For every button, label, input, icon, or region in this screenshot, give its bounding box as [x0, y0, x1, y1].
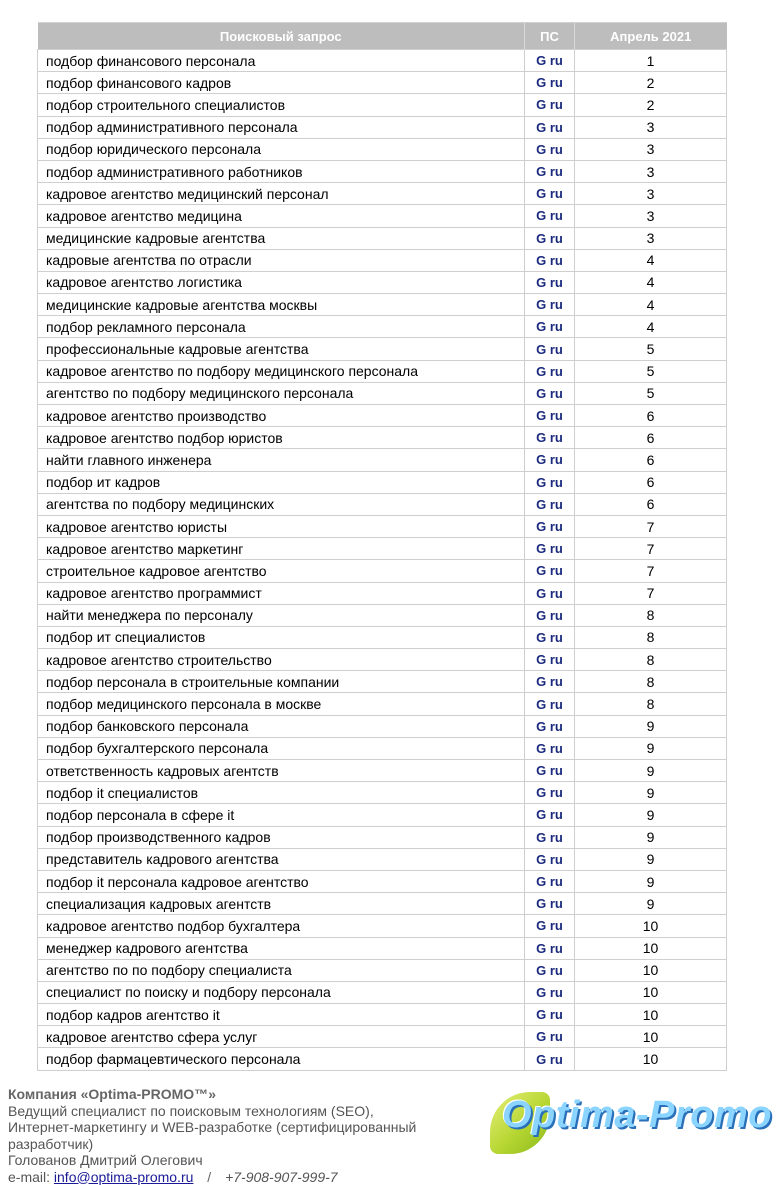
position-cell: 8 [575, 604, 727, 626]
query-cell: кадровое агентство производство [38, 405, 525, 427]
table-row [38, 382, 727, 404]
search-engine-cell: G ru [525, 294, 575, 316]
phone-number: +7-908-907-999-7 [225, 1169, 337, 1185]
search-engine-cell: G ru [525, 116, 575, 138]
table-row [38, 804, 727, 826]
position-cell: 9 [575, 826, 727, 848]
position-cell: 8 [575, 626, 727, 648]
search-engine-cell: G ru [525, 160, 575, 182]
query-cell: кадровые агентства по отрасли [38, 249, 525, 271]
search-engine-cell: G ru [525, 316, 575, 338]
header-month: Апрель 2021 [575, 23, 727, 50]
email-label: e-mail: [8, 1169, 50, 1185]
search-engine-cell: G ru [525, 937, 575, 959]
query-cell: подбор рекламного персонала [38, 316, 525, 338]
search-engine-cell: G ru [525, 737, 575, 759]
query-cell: агентства по подбору медицинских [38, 493, 525, 515]
table-row [38, 493, 727, 515]
table-header [38, 23, 727, 50]
position-cell: 8 [575, 649, 727, 671]
query-cell: подбор финансового кадров [38, 72, 525, 94]
query-cell: подбор it персонала кадровое агентство [38, 870, 525, 892]
table-row [38, 72, 727, 94]
search-engine-cell: G ru [525, 360, 575, 382]
table-row [38, 626, 727, 648]
specialist-line: Ведущий специалист по поисковым технологиям (SEO), [8, 1103, 498, 1120]
query-cell: ответственность кадровых агентств [38, 760, 525, 782]
position-cell: 8 [575, 693, 727, 715]
table-row [38, 338, 727, 360]
query-cell: подбор административного персонала [38, 116, 525, 138]
search-engine-cell: G ru [525, 870, 575, 892]
search-engine-cell: G ru [525, 538, 575, 560]
position-cell: 7 [575, 538, 727, 560]
query-cell: агентство по подбору медицинского персонала [38, 382, 525, 404]
table-row [38, 870, 727, 892]
search-engine-cell: G ru [525, 715, 575, 737]
search-engine-cell: G ru [525, 848, 575, 870]
position-cell: 6 [575, 427, 727, 449]
search-engine-cell: G ru [525, 626, 575, 648]
search-engine-cell: G ru [525, 893, 575, 915]
table-row [38, 183, 727, 205]
position-cell: 10 [575, 915, 727, 937]
position-cell: 9 [575, 848, 727, 870]
position-cell: 9 [575, 870, 727, 892]
search-engine-cell: G ru [525, 560, 575, 582]
query-cell: кадровое агентство маркетинг [38, 538, 525, 560]
search-engine-cell: G ru [525, 94, 575, 116]
query-cell: специалист по поиску и подбору персонала [38, 981, 525, 1003]
contact-name: Голованов Дмитрий Олегович [8, 1152, 498, 1169]
search-engine-cell: G ru [525, 671, 575, 693]
rankings-table [37, 22, 727, 1071]
position-cell: 3 [575, 138, 727, 160]
table-row [38, 649, 727, 671]
query-cell: подбор финансового персонала [38, 50, 525, 72]
query-cell: подбор ит специалистов [38, 626, 525, 648]
position-cell: 10 [575, 1026, 727, 1048]
contact-separator: / [197, 1169, 221, 1185]
position-cell: 4 [575, 316, 727, 338]
search-engine-cell: G ru [525, 50, 575, 72]
search-engine-cell: G ru [525, 405, 575, 427]
table-row [38, 360, 727, 382]
query-cell: подбор производственного кадров [38, 826, 525, 848]
position-cell: 3 [575, 205, 727, 227]
search-engine-cell: G ru [525, 1048, 575, 1070]
search-engine-cell: G ru [525, 338, 575, 360]
position-cell: 4 [575, 271, 727, 293]
table-row [38, 582, 727, 604]
position-cell: 2 [575, 94, 727, 116]
table-row [38, 604, 727, 626]
query-cell: строительное кадровое агентство [38, 560, 525, 582]
position-cell: 3 [575, 183, 727, 205]
query-cell: кадровое агентство строительство [38, 649, 525, 671]
logo-text: Optima-Promo [502, 1094, 772, 1137]
table-row [38, 782, 727, 804]
search-engine-cell: G ru [525, 227, 575, 249]
table-row [38, 671, 727, 693]
search-engine-cell: G ru [525, 981, 575, 1003]
table-row [38, 693, 727, 715]
query-cell: кадровое агентство логистика [38, 271, 525, 293]
table-row [38, 1004, 727, 1026]
footer [8, 1086, 498, 1185]
query-cell: профессиональные кадровые агентства [38, 338, 525, 360]
search-engine-cell: G ru [525, 582, 575, 604]
search-engine-cell: G ru [525, 271, 575, 293]
query-cell: подбор бухгалтерского персонала [38, 737, 525, 759]
position-cell: 1 [575, 50, 727, 72]
query-cell: кадровое агентство подбор юристов [38, 427, 525, 449]
position-cell: 2 [575, 72, 727, 94]
table-row [38, 560, 727, 582]
position-cell: 8 [575, 671, 727, 693]
table-row [38, 427, 727, 449]
table-row [38, 316, 727, 338]
query-cell: кадровое агентство сфера услуг [38, 1026, 525, 1048]
query-cell: медицинские кадровые агентства москвы [38, 294, 525, 316]
position-cell: 10 [575, 1048, 727, 1070]
table-row [38, 271, 727, 293]
search-engine-cell: G ru [525, 249, 575, 271]
table-row [38, 116, 727, 138]
position-cell: 7 [575, 515, 727, 537]
table-row [38, 959, 727, 981]
position-cell: 9 [575, 737, 727, 759]
position-cell: 9 [575, 760, 727, 782]
position-cell: 3 [575, 227, 727, 249]
search-engine-cell: G ru [525, 449, 575, 471]
search-engine-cell: G ru [525, 471, 575, 493]
table-row [38, 160, 727, 182]
position-cell: 4 [575, 249, 727, 271]
table-row [38, 915, 727, 937]
search-engine-cell: G ru [525, 915, 575, 937]
table-row [38, 1026, 727, 1048]
table-row [38, 50, 727, 72]
contact-line [8, 1169, 498, 1185]
position-cell: 5 [575, 382, 727, 404]
search-engine-cell: G ru [525, 493, 575, 515]
table-row [38, 94, 727, 116]
query-cell: кадровое агентство подбор бухгалтера [38, 915, 525, 937]
specialist-line-2: Интернет-маркетингу и WEB-разработке (сертифицированный разработчик) [8, 1119, 498, 1152]
query-cell: кадровое агентство юристы [38, 515, 525, 537]
table-row [38, 471, 727, 493]
position-cell: 4 [575, 294, 727, 316]
position-cell: 6 [575, 471, 727, 493]
position-cell: 7 [575, 560, 727, 582]
search-engine-cell: G ru [525, 826, 575, 848]
query-cell: подбор персонала в сфере it [38, 804, 525, 826]
company-name: Компания «Optima-PROMO™» [8, 1086, 498, 1103]
position-cell: 9 [575, 715, 727, 737]
position-cell: 6 [575, 405, 727, 427]
table-row [38, 1048, 727, 1070]
query-cell: медицинские кадровые агентства [38, 227, 525, 249]
search-engine-cell: G ru [525, 760, 575, 782]
position-cell: 6 [575, 449, 727, 471]
search-engine-cell: G ru [525, 183, 575, 205]
search-engine-cell: G ru [525, 205, 575, 227]
table-row [38, 449, 727, 471]
position-cell: 9 [575, 893, 727, 915]
position-cell: 5 [575, 360, 727, 382]
header-query: Поисковый запрос [38, 23, 525, 50]
position-cell: 3 [575, 160, 727, 182]
position-cell: 6 [575, 493, 727, 515]
position-cell: 5 [575, 338, 727, 360]
position-cell: 9 [575, 804, 727, 826]
table-row [38, 981, 727, 1003]
query-cell: подбор персонала в строительные компании [38, 671, 525, 693]
search-engine-cell: G ru [525, 382, 575, 404]
search-engine-cell: G ru [525, 515, 575, 537]
position-cell: 10 [575, 937, 727, 959]
position-cell: 7 [575, 582, 727, 604]
table-row [38, 937, 727, 959]
search-engine-cell: G ru [525, 1004, 575, 1026]
search-engine-cell: G ru [525, 1026, 575, 1048]
query-cell: подбор банковского персонала [38, 715, 525, 737]
table-row [38, 205, 727, 227]
query-cell: кадровое агентство медицинский персонал [38, 183, 525, 205]
table-row [38, 760, 727, 782]
query-cell: подбор административного работников [38, 160, 525, 182]
query-cell: кадровое агентство медицина [38, 205, 525, 227]
search-engine-cell: G ru [525, 804, 575, 826]
query-cell: подбор ит кадров [38, 471, 525, 493]
table-row [38, 249, 727, 271]
query-cell: представитель кадрового агентства [38, 848, 525, 870]
email-link[interactable]: info@optima-promo.ru [54, 1169, 194, 1185]
query-cell: специализация кадровых агентств [38, 893, 525, 915]
search-engine-cell: G ru [525, 604, 575, 626]
table-row [38, 138, 727, 160]
query-cell: агентство по по подбору специалиста [38, 959, 525, 981]
table-row [38, 538, 727, 560]
search-engine-cell: G ru [525, 138, 575, 160]
position-cell: 10 [575, 981, 727, 1003]
table-row [38, 515, 727, 537]
query-cell: подбор фармацевтического персонала [38, 1048, 525, 1070]
position-cell: 10 [575, 1004, 727, 1026]
table-row [38, 227, 727, 249]
search-engine-cell: G ru [525, 693, 575, 715]
search-engine-cell: G ru [525, 959, 575, 981]
table-row [38, 826, 727, 848]
query-cell: подбор медицинского персонала в москве [38, 693, 525, 715]
query-cell: найти менеджера по персоналу [38, 604, 525, 626]
search-engine-cell: G ru [525, 649, 575, 671]
table-row [38, 893, 727, 915]
optima-promo-logo [490, 1088, 760, 1158]
table-body [38, 50, 727, 1071]
search-engine-cell: G ru [525, 72, 575, 94]
query-cell: подбор кадров агентство it [38, 1004, 525, 1026]
table-row [38, 848, 727, 870]
search-engine-cell: G ru [525, 427, 575, 449]
position-cell: 10 [575, 959, 727, 981]
query-cell: менеджер кадрового агентства [38, 937, 525, 959]
table-row [38, 405, 727, 427]
table-row [38, 715, 727, 737]
table-row [38, 737, 727, 759]
query-cell: найти главного инженера [38, 449, 525, 471]
position-cell: 9 [575, 782, 727, 804]
position-cell: 3 [575, 116, 727, 138]
header-ps: ПС [525, 23, 575, 50]
query-cell: подбор it специалистов [38, 782, 525, 804]
query-cell: подбор строительного специалистов [38, 94, 525, 116]
query-cell: кадровое агентство программист [38, 582, 525, 604]
table-row [38, 294, 727, 316]
query-cell: подбор юридического персонала [38, 138, 525, 160]
query-cell: кадровое агентство по подбору медицинского персонала [38, 360, 525, 382]
search-engine-cell: G ru [525, 782, 575, 804]
